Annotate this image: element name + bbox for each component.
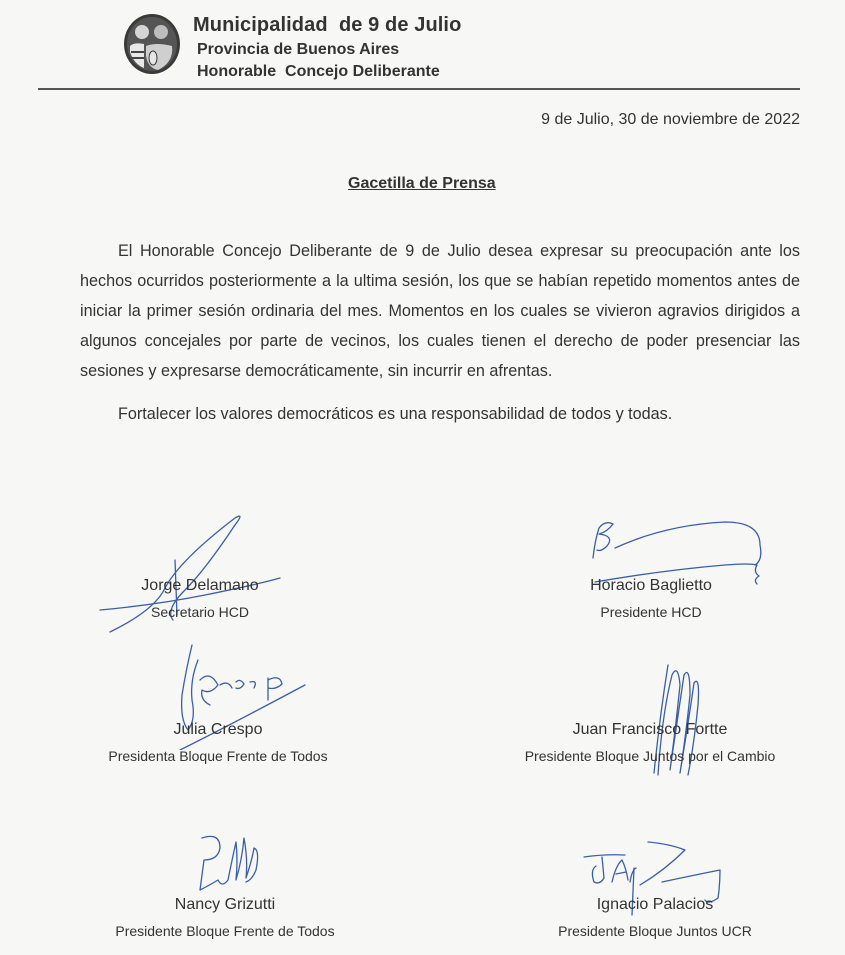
signature-block (556, 577, 746, 620)
signatory-name: Juan Francisco Fortte (572, 721, 728, 738)
signatory-role: Presidente Bloque Juntos UCR (558, 923, 752, 939)
body-paragraph: El Honorable Concejo Deliberante de 9 de Julio desea expresar su preocupación ante los hechos ocurridos posteriormente a la ultima sesión, los que se habían repetido momentos antes de iniciar la primer sesión ordinaria del mes. Momentos en los cuales se vivieron agravios dirigidos a algunos concejales por parte de vecinos, los cuales tienen el derecho de poder presenciar las sesiones y expresarse democráticamente, sin incurrir en afrentas. (80, 242, 800, 380)
header-council: Honorable Concejo Deliberante (197, 63, 440, 80)
coat-of-arms-logo (122, 12, 182, 76)
signature-block (530, 896, 780, 939)
header-province: Provincia de Buenos Aires (197, 41, 400, 58)
document-date: 9 de Julio, 30 de noviembre de 2022 (541, 111, 800, 128)
signature-scribble-icon (95, 510, 295, 640)
signature-block (500, 721, 800, 764)
signatory-name: Nancy Grizutti (174, 896, 276, 913)
signatory-role: Presidente Bloque Juntos por el Cambio (524, 748, 776, 764)
signatory-role: Presidente HCD (600, 604, 702, 620)
header-title: Municipalidad de 9 de Julio (193, 14, 462, 36)
signatory-name: Julia Crespo (173, 721, 263, 738)
body-text (80, 236, 800, 429)
signature-scribble-icon (190, 830, 270, 900)
signatory-role: Secretario HCD (150, 604, 250, 620)
signatory-name: Horacio Baglietto (590, 577, 712, 594)
header-divider (38, 88, 800, 90)
signatory-name: Ignacio Palacios (596, 896, 714, 913)
body-paragraph: Fortalecer los valores democráticos es una responsabilidad de todos y todas. (118, 405, 673, 423)
signature-scribble-icon (640, 655, 710, 785)
signature-block (90, 896, 360, 939)
document-title: Gacetilla de Prensa (348, 175, 496, 192)
signatory-role: Presidenta Bloque Frente de Todos (108, 748, 328, 764)
signature-block (83, 721, 353, 764)
signatory-role: Presidente Bloque Frente de Todos (115, 923, 335, 939)
signature-block (110, 577, 290, 620)
signatory-name: Jorge Delamano (141, 577, 259, 594)
